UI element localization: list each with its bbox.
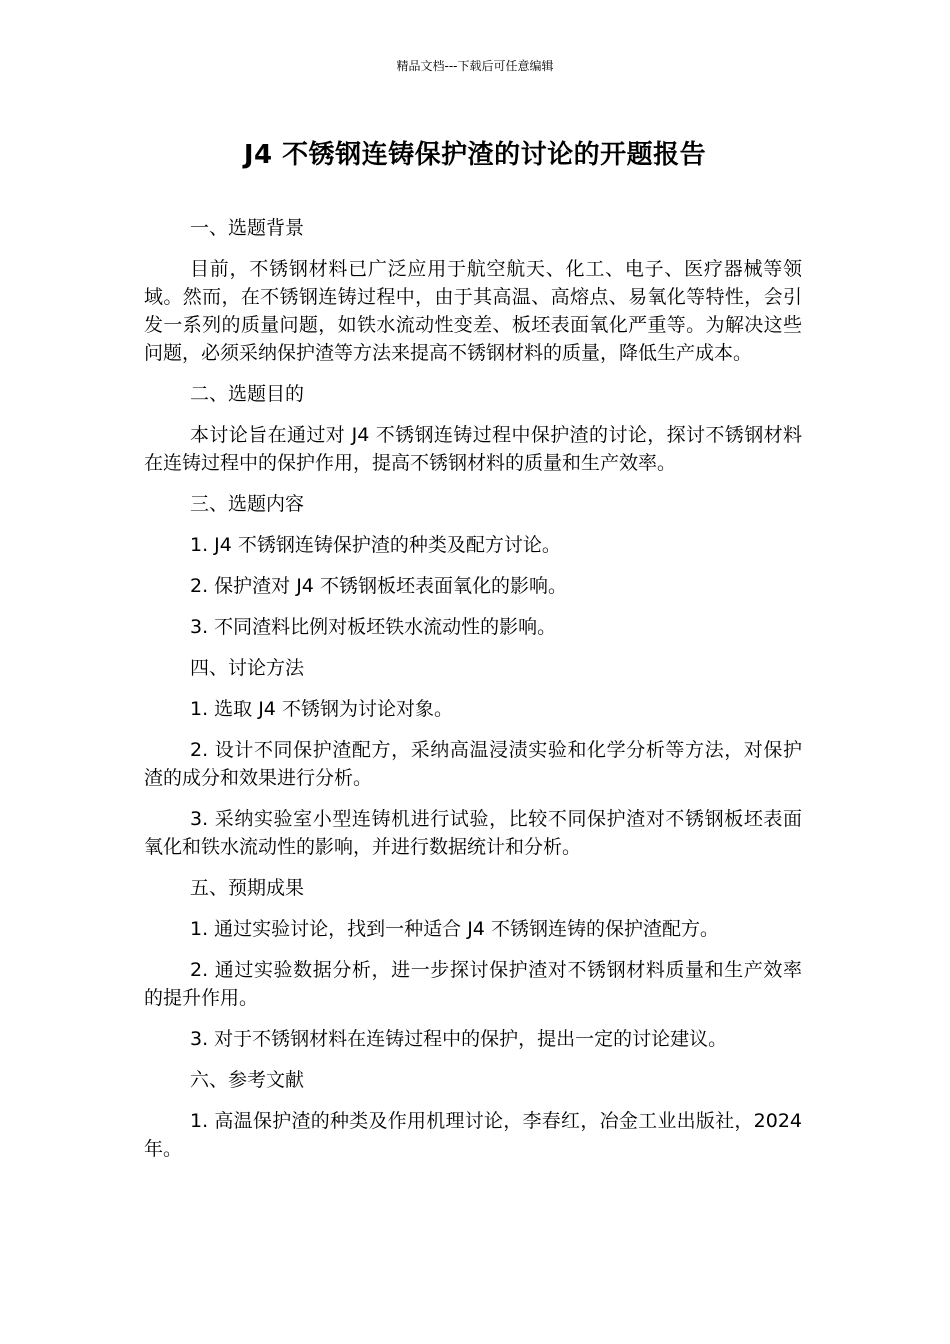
list-item: 2. 通过实验数据分析，进一步探讨保护渣对不锈钢材料质量和生产效率的提升作用。 bbox=[144, 959, 802, 1009]
list-item: 2. 设计不同保护渣配方，采纳高温浸渍实验和化学分析等方法，对保护渣的成分和效果进行分析。 bbox=[144, 739, 802, 789]
list-item: 1. J4 不锈钢连铸保护渣的种类及配方讨论。 bbox=[190, 534, 561, 556]
list-item: 1. 通过实验讨论，找到一种适合 J4 不锈钢连铸的保护渣配方。 bbox=[190, 918, 719, 940]
document-body bbox=[144, 214, 802, 1176]
section-heading: 三、选题内容 bbox=[190, 493, 305, 515]
section-heading: 六、参考文献 bbox=[190, 1069, 305, 1091]
paragraph: 本讨论旨在通过对 J4 不锈钢连铸过程中保护渣的讨论，探讨不锈钢材料在连铸过程中的保护作用，提高不锈钢材料的质量和生产效率。 bbox=[144, 424, 802, 474]
section-heading: 五、预期成果 bbox=[190, 877, 305, 899]
list-item: 3. 采纳实验室小型连铸机进行试验，比较不同保护渣对不锈钢板坯表面氧化和铁水流动性的影响，并进行数据统计和分析。 bbox=[144, 808, 802, 858]
list-item: 1. 选取 J4 不锈钢为讨论对象。 bbox=[190, 698, 453, 720]
section-heading: 二、选题目的 bbox=[190, 383, 305, 405]
paragraph: 目前，不锈钢材料已广泛应用于航空航天、化工、电子、医疗器械等领域。然而，在不锈钢连铸过程中，由于其高温、高熔点、易氧化等特性，会引发一系列的质量问题，如铁水流动性变差、板坯表面氧化严重等。为解决这些问题，必须采纳保护渣等方法来提高不锈钢材料的质量，降低生产成本。 bbox=[144, 258, 802, 364]
list-item: 2. 保护渣对 J4 不锈钢板坯表面氧化的影响。 bbox=[190, 575, 567, 597]
list-item: 3. 不同渣料比例对板坯铁水流动性的影响。 bbox=[190, 616, 557, 638]
reference-item: 1. 高温保护渣的种类及作用机理讨论，李春红，冶金工业出版社，2024 年。 bbox=[144, 1110, 802, 1160]
section-heading: 一、选题背景 bbox=[190, 217, 305, 239]
document-title: J4 不锈钢连铸保护渣的讨论的开题报告 bbox=[243, 140, 707, 170]
list-item: 3. 对于不锈钢材料在连铸过程中的保护，提出一定的讨论建议。 bbox=[190, 1028, 728, 1050]
section-heading: 四、讨论方法 bbox=[190, 657, 305, 679]
page-header: 精品文档---下载后可任意编辑 bbox=[396, 59, 554, 73]
